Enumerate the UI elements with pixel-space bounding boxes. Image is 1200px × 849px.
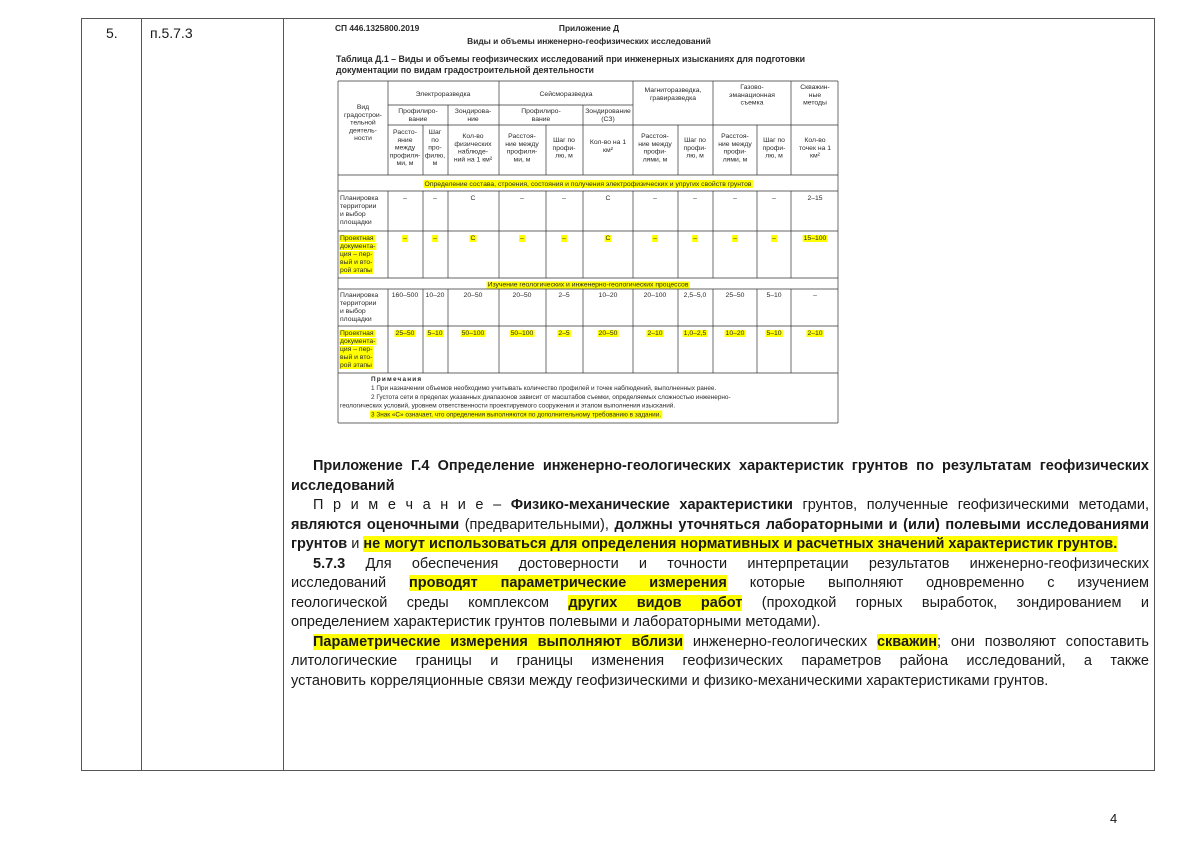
table-header-cell: Кол-во <box>804 137 826 144</box>
table-header-cell: ний на 1 км² <box>453 156 493 164</box>
table-cell-value: 10–20 <box>725 330 745 337</box>
note-line: 3 Знак «С» означает, что определения выполняются по дополнительному требованию в задании. <box>371 411 662 419</box>
table-cell-value: – <box>403 235 407 242</box>
text-fragment: инженерно-геологических <box>683 633 877 650</box>
clause-line <box>291 613 1149 633</box>
table-cell-value: 20–50 <box>463 292 483 299</box>
table-header-cell: Кол-во <box>462 133 484 140</box>
table-cell-value: 2–10 <box>807 330 823 337</box>
table-cell-value: 50–100 <box>510 330 534 337</box>
text-fragment: (предварительными), <box>459 516 615 533</box>
appendix-heading-line <box>291 477 1149 497</box>
table-cell-value: 15–100 <box>803 235 827 242</box>
row-number-cell <box>82 19 142 770</box>
table-header-cell: тельной <box>350 119 376 127</box>
table-cell-value: 2–10 <box>647 330 663 337</box>
table-header-cell: Расстоя- <box>721 133 749 140</box>
table-cell-value: 2,5–5,0 <box>683 292 707 299</box>
reference-cell <box>142 19 284 770</box>
table-cell-value: – <box>733 235 737 242</box>
table-row-label: и выбор <box>340 308 366 315</box>
highlighted-phrase: не могут использоваться для определения нормативных и расчетных значений характеристик грунтов. <box>363 536 1118 552</box>
table-header-cell: точек на 1 <box>798 144 832 152</box>
table-row-label: документа- <box>340 243 376 250</box>
measurement-line <box>291 672 1149 692</box>
clause-line <box>291 555 1149 575</box>
table-header-cell: яние <box>397 136 413 144</box>
scan-appendix-subtitle: Виды и объемы инженерно-геофизических исследований <box>467 36 711 46</box>
measurement-line <box>291 652 1149 672</box>
table-header-cell: ние между <box>638 140 672 148</box>
table-row-label: документа- <box>340 338 376 345</box>
table-section-title: Изучение геологических и инженерно-геологических процессов <box>487 281 689 289</box>
scan-table-caption: Таблица Д.1 – Виды и объемы геофизических исследований при инженерных изысканиях для подготовки <box>336 54 806 64</box>
clause-line <box>291 574 1149 594</box>
table-cell-value: 25–50 <box>725 292 745 299</box>
highlighted-phrase: других видов работ <box>568 594 743 611</box>
text-fragment: геологической среды комплексом <box>291 594 569 611</box>
table-cell-value: – <box>772 235 776 242</box>
table-cell-value: – <box>520 235 524 242</box>
table-cell-value: – <box>813 292 817 299</box>
table-header-cell: деятель- <box>349 127 377 135</box>
table-header-cell: вание <box>531 115 551 123</box>
body-text <box>291 457 1149 691</box>
appendix-heading: Приложение Г.4 Определение инженерно-геологических характеристик грунтов по результатам геофизических <box>313 458 1149 474</box>
table-cell-value: 20–50 <box>512 292 532 299</box>
table-cell-value: – <box>403 195 407 202</box>
table-header-cell: Зондирование <box>585 108 631 115</box>
table-row-label: Планировка <box>340 292 379 299</box>
table-header-cell: Рассто- <box>393 129 417 136</box>
table-header-cell: Шаг по <box>763 137 785 144</box>
table-header-cell: ние между <box>505 140 539 148</box>
table-row-label: территории <box>340 203 377 210</box>
table-header-cell: лями, м <box>642 156 668 164</box>
table-cell-value: 2–5 <box>558 292 570 299</box>
table-row-label: рой этапы <box>340 362 372 369</box>
table-header-cell: лю, м <box>686 152 704 160</box>
table-header-cell: Шаг по <box>553 137 575 144</box>
table-header-cell: Расстоя- <box>508 133 536 140</box>
table-header-cell: лю, м <box>765 152 783 160</box>
table-cell-value: 25–50 <box>395 330 415 337</box>
table-row-label: Проектная <box>340 235 374 242</box>
table-header-cell: Зондирова- <box>454 108 492 115</box>
table-header-cell: профи- <box>723 148 747 156</box>
table-row-label: вый и вто- <box>340 259 373 266</box>
table-cell-value: С <box>605 235 611 242</box>
table-cell-value: – <box>733 195 737 202</box>
table-cell-value: – <box>433 235 437 242</box>
table-header-cell: по <box>431 136 439 144</box>
notes-heading: Примечания <box>371 376 423 383</box>
table-header-cell: градострои- <box>344 111 382 119</box>
note-line: 1 При назначении объемов необходимо учитывать количество профилей и точек наблюдений, выполненных ранее. <box>371 385 717 392</box>
note-line <box>291 535 1149 555</box>
table-header-cell: Шаг по <box>684 137 706 144</box>
table-header-cell: ми, м <box>396 160 414 168</box>
table-header-cell: лями, м <box>722 156 748 164</box>
text-fragment: грунтов, полученные геофизическими методами, <box>792 497 1149 513</box>
clause-number: 5.7.3 <box>313 555 346 572</box>
table-row-label: Проектная <box>340 330 374 337</box>
table-header-cell: Электроразведка <box>415 91 471 98</box>
table-header-cell: км² <box>810 152 820 160</box>
table-header-cell: Расстоя- <box>641 133 669 140</box>
note-line <box>291 496 1149 516</box>
table-header-cell: Профилиро- <box>521 108 561 115</box>
table-header-cell: Магниторазведка, <box>644 87 702 94</box>
appendix-heading: исследований <box>291 477 395 494</box>
note-label: П р и м е ч а н и е – <box>313 497 511 513</box>
table-header-cell: профи- <box>643 148 667 156</box>
table-cell-value: – <box>562 195 566 202</box>
table-row-label: вый и вто- <box>340 354 373 361</box>
table-cell-value: 20–100 <box>643 292 667 299</box>
measurement-line <box>291 633 1149 653</box>
table-cell-value: – <box>520 195 524 202</box>
table-header-cell: филю, <box>424 152 446 160</box>
text-fragment: исследований <box>291 575 410 591</box>
scan-doc-code: СП 446.1325800.2019 <box>335 23 420 33</box>
table-cell-value: – <box>693 195 697 202</box>
table-row-label: площадки <box>340 316 372 323</box>
text-fragment: литологические границы и границы изменения геофизических параметров района исследований, а также <box>291 653 1149 669</box>
page-number: 4 <box>1110 811 1118 826</box>
table-cell-value: 10–20 <box>425 292 445 299</box>
table-header-cell: м <box>432 160 438 168</box>
table-cell-value: 50–100 <box>461 330 485 337</box>
table-header-cell: ми, м <box>513 156 531 164</box>
table-scan-image <box>331 19 861 429</box>
table-row <box>81 18 1155 771</box>
clause-line <box>291 594 1149 614</box>
table-header-cell: наблюде- <box>457 148 489 156</box>
table-header-cell: физических <box>454 140 492 148</box>
table-cell-value: – <box>433 195 437 202</box>
table-cell-value: 160–500 <box>391 292 419 299</box>
table-cell-value: 1,0–2,5 <box>683 330 707 337</box>
table-cell-value: – <box>653 195 657 202</box>
table-header-cell: Профилиро- <box>398 108 438 115</box>
table-header-cell: Скважин- <box>800 84 830 91</box>
scan-appendix-title: Приложение Д <box>558 23 620 33</box>
bold-phrase: Физико-механические характеристики <box>510 497 793 513</box>
table-cell-value: С <box>605 195 611 202</box>
table-row-label: рой этапы <box>340 267 372 274</box>
table-header-cell: ние <box>467 115 479 123</box>
table-header-cell: ные <box>808 91 822 99</box>
table-header-cell: Кол-во на 1 <box>589 139 627 146</box>
table-header-cell: съемка <box>740 99 764 107</box>
text-fragment: Для обеспечения достоверности и точности интерпретации результатов инженерно-геофизических <box>345 555 1149 572</box>
content-cell <box>284 19 1154 770</box>
text-fragment: и <box>347 536 364 552</box>
table-header-cell: профи- <box>762 144 786 152</box>
table-header-cell: км² <box>603 146 613 154</box>
table-header-cell: Газово- <box>740 84 764 91</box>
table-header-cell: (СЗ) <box>601 115 615 123</box>
table-row-label: площадки <box>340 219 372 226</box>
table-header-cell: эманационная <box>729 91 775 99</box>
row-number: 5. <box>106 25 118 41</box>
table-cell-value: 5–10 <box>766 292 782 299</box>
note-line: геологических условий, уровнем ответственности проектируемого сооружения и этапом выполнения изысканий. <box>340 402 676 410</box>
table-cell-value: 5–10 <box>427 330 443 337</box>
table-header-cell: гравиразведка <box>649 94 697 102</box>
bold-phrase: являются оценочными <box>291 516 460 533</box>
table-cell-value: – <box>693 235 697 242</box>
highlighted-phrase: Параметрические измерения выполняют вблизи <box>313 633 684 650</box>
note-line <box>291 516 1149 536</box>
table-cell-value: – <box>562 235 566 242</box>
text-fragment: ; они позволяют сопоставить <box>937 633 1149 650</box>
table-header-cell: Шаг <box>428 129 442 136</box>
table-section-title: Определение состава, строения, состояния и получения электрофизических и упругих свойств грунтов <box>424 181 752 188</box>
table-header-cell: ности <box>354 135 372 143</box>
table-cell-value: 2–5 <box>558 330 570 337</box>
table-row-label: территории <box>340 300 377 307</box>
table-row-label: и выбор <box>340 211 366 218</box>
table-row-label: Планировка <box>340 195 379 202</box>
scan-background <box>331 19 861 429</box>
text-fragment: которые выполняют одновременно с изучением <box>726 575 1149 591</box>
table-header-cell: Сейсморазведка <box>539 91 593 98</box>
table-header-cell: профиля- <box>389 152 421 160</box>
text-fragment: определением характеристик грунтов полевыми и лабораторными методами). <box>291 614 821 630</box>
note-line: 2 Густота сети в пределах указанных диапазонов зависит от масштабов съемки, определяемых сложностью инженерно- <box>371 394 731 401</box>
table-header-cell: ние между <box>718 140 752 148</box>
table-header-cell: между <box>394 144 416 152</box>
scan-table-caption: документации по видам градостроительной деятельности <box>336 65 594 75</box>
appendix-heading-line <box>291 457 1149 477</box>
table-row-label: ция – пер- <box>340 251 373 258</box>
table-header-cell: методы <box>803 99 827 107</box>
table-cell-value: 20–50 <box>598 330 618 337</box>
table-cell-value: С <box>470 195 476 202</box>
table-cell-value: 2–15 <box>807 195 823 202</box>
table-header-cell: профи- <box>683 144 707 152</box>
table-cell-value: 5–10 <box>766 330 782 337</box>
table-cell-value: – <box>653 235 657 242</box>
table-header-cell: профи- <box>552 144 576 152</box>
table-cell-value: – <box>772 195 776 202</box>
bold-phrase: грунтов <box>291 536 348 552</box>
bold-phrase: должны уточняться лабораторными и (или) полевыми исследованиями <box>614 516 1149 533</box>
highlighted-phrase: скважин <box>876 633 938 650</box>
clause-reference: п.5.7.3 <box>150 25 193 41</box>
highlighted-phrase: проводят параметрические измерения <box>409 575 727 591</box>
table-header-cell: про- <box>428 144 442 152</box>
table-header-cell: вание <box>408 115 428 123</box>
table-header-cell: Вид <box>356 104 370 111</box>
table-header-cell: лю, м <box>555 152 573 160</box>
table-header-cell: профиля- <box>506 148 538 156</box>
table-cell-value: 10–20 <box>598 292 618 299</box>
text-fragment: (проходкой горных выработок, зондированием и <box>742 594 1149 611</box>
text-fragment: установить корреляционные связи между геофизическими и физико-механическими характеристиками грунтов. <box>291 672 1049 689</box>
table-cell-value: С <box>470 235 476 242</box>
table-row-label: ция – пер- <box>340 346 373 353</box>
